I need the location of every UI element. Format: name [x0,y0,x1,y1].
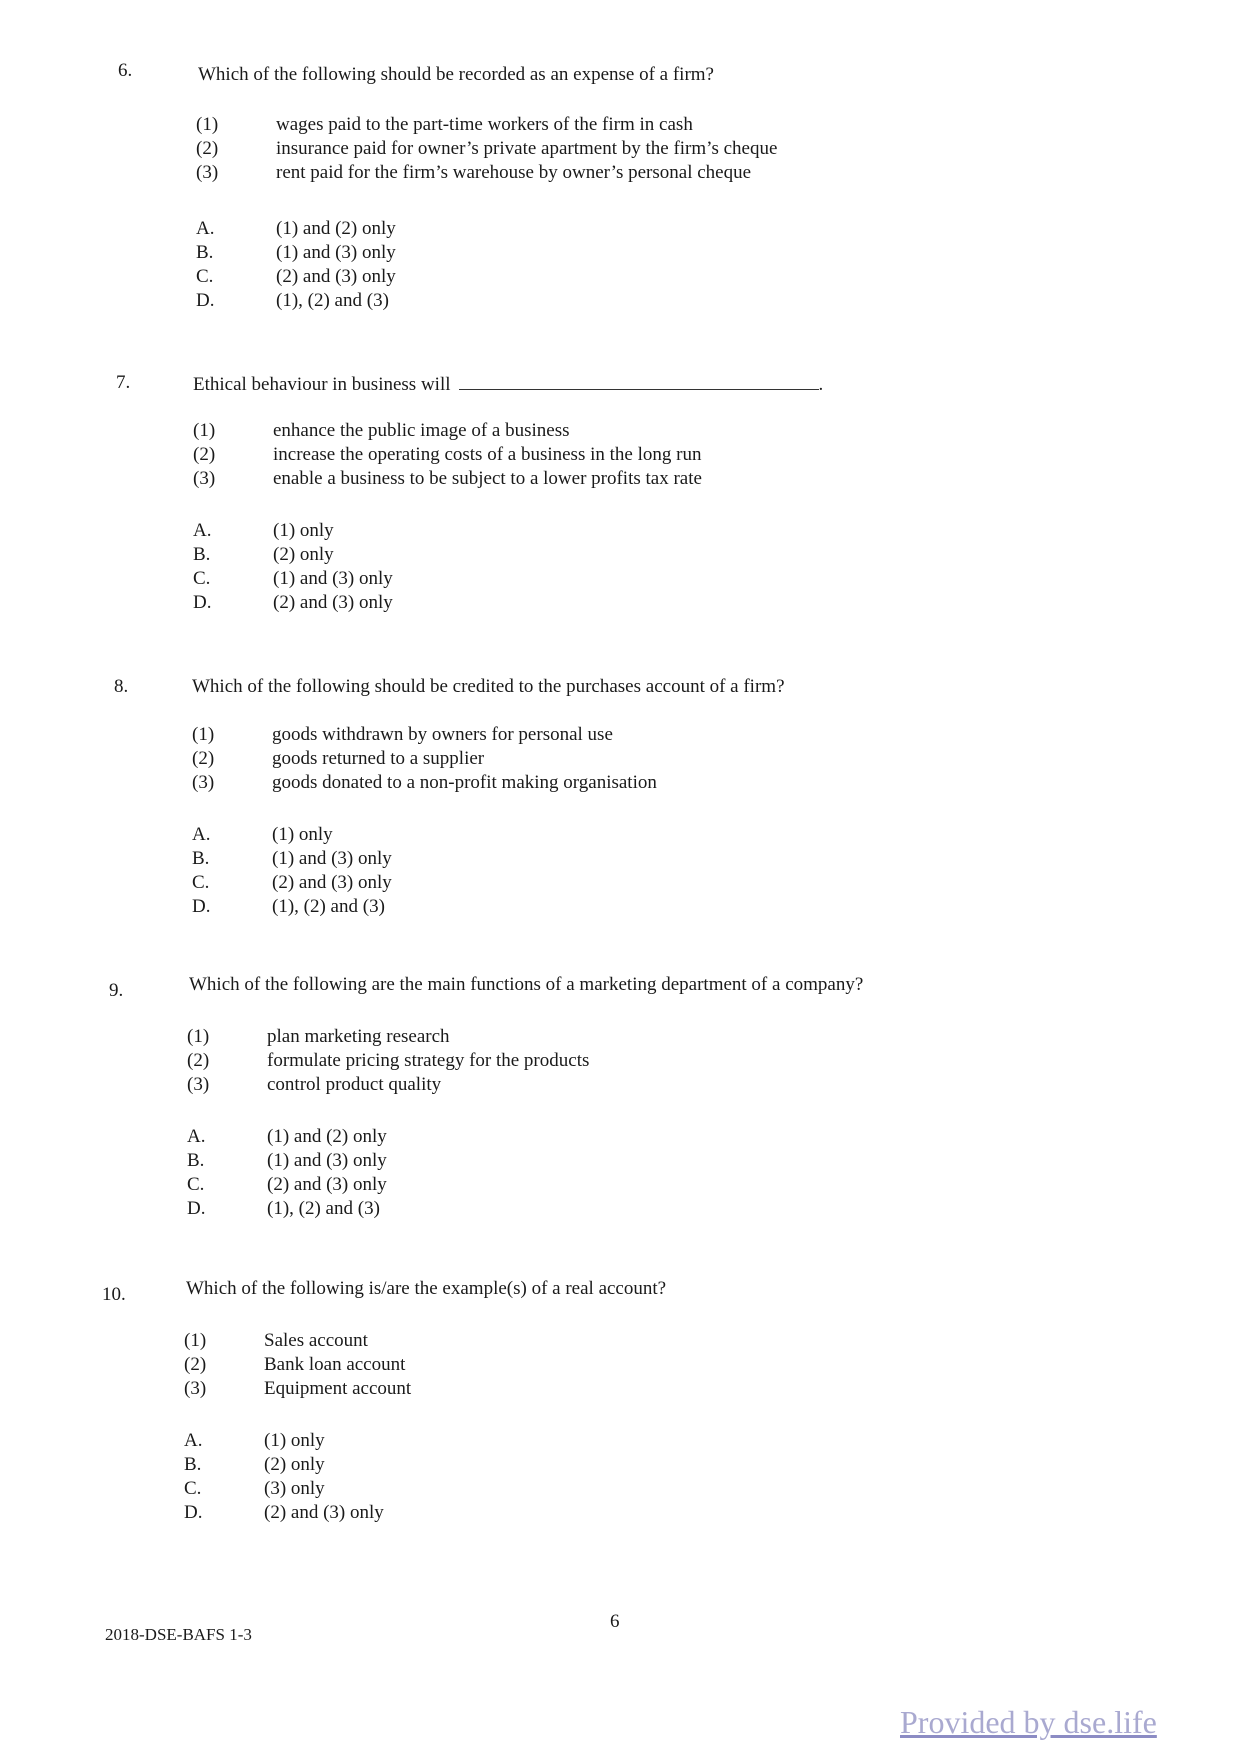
fill-in-blank-line [459,375,819,390]
option-label: D. [187,1198,206,1219]
option-text: (2) only [273,544,334,565]
option-text: (1) only [272,824,333,845]
option-text: (1), (2) and (3) [276,290,389,311]
trailing-period: . [818,374,824,395]
option-label: B. [187,1150,205,1171]
question-number: 10. [102,1284,126,1305]
option-label: A. [184,1430,203,1451]
option-text: (2) and (3) only [273,592,393,613]
statement-text: goods withdrawn by owners for personal use [272,724,613,745]
question-text: Which of the following are the main functions of a marketing department of a company? [189,974,864,995]
question-number: 7. [116,372,131,393]
option-label: D. [184,1502,203,1523]
option-label: B. [193,544,211,565]
option-label: D. [192,896,211,917]
option-label: B. [192,848,210,869]
option-text: (1), (2) and (3) [272,896,385,917]
statement-text: Sales account [264,1330,368,1351]
statement-text: enable a business to be subject to a lower profits tax rate [273,468,702,489]
statement-text: Equipment account [264,1378,412,1399]
statement-text: goods returned to a supplier [272,748,485,769]
question-text: Which of the following should be credited to the purchases account of a firm? [192,676,785,697]
statement-text: rent paid for the firm’s warehouse by owner’s personal cheque [276,162,752,183]
statement-text: increase the operating costs of a business in the long run [273,444,702,465]
statement-label: (2) [193,444,216,465]
option-label: A. [192,824,211,845]
option-text: (1) and (3) only [273,568,393,589]
watermark-link[interactable]: Provided by dse.life [900,1704,1157,1740]
question-text: Which of the following should be recorded as an expense of a firm? [198,64,714,85]
statement-label: (1) [187,1026,210,1047]
paper-code: 2018-DSE-BAFS 1-3 [105,1625,252,1644]
option-text: (1) only [264,1430,325,1451]
statement-text: goods donated to a non-profit making organisation [272,772,657,793]
option-label: D. [196,290,215,311]
option-label: A. [187,1126,206,1147]
statement-label: (3) [192,772,215,793]
option-text: (1) and (3) only [267,1150,387,1171]
question-number: 8. [114,676,129,697]
statement-text: control product quality [267,1074,442,1095]
option-label: C. [196,266,214,287]
statement-text: wages paid to the part-time workers of the firm in cash [276,114,693,135]
option-text: (2) and (3) only [276,266,396,287]
option-label: C. [192,872,210,893]
statement-label: (2) [184,1354,207,1375]
option-label: C. [187,1174,205,1195]
option-text: (1), (2) and (3) [267,1198,380,1219]
statement-text: Bank loan account [264,1354,406,1375]
page-number: 6 [610,1611,620,1632]
option-label: A. [193,520,212,541]
statement-label: (2) [196,138,219,159]
option-label: A. [196,218,215,239]
question-text [193,374,823,396]
statement-label: (3) [193,468,216,489]
option-text: (2) and (3) only [267,1174,387,1195]
option-text: (1) and (3) only [276,242,396,263]
statement-text: formulate pricing strategy for the products [267,1050,590,1071]
statement-text: enhance the public image of a business [273,420,570,441]
question-text: Which of the following is/are the example(s) of a real account? [186,1278,667,1299]
option-text: (2) and (3) only [264,1502,384,1523]
statement-label: (1) [196,114,219,135]
question-number: 9. [109,980,124,1001]
statement-label: (1) [193,420,216,441]
statement-label: (2) [187,1050,210,1071]
option-text: (2) only [264,1454,325,1475]
question-number: 6. [118,60,133,81]
option-label: C. [193,568,211,589]
statement-text: plan marketing research [267,1026,450,1047]
option-label: B. [196,242,214,263]
statement-label: (3) [187,1074,210,1095]
question-stem: Ethical behaviour in business will [193,374,451,395]
statement-label: (3) [196,162,219,183]
option-label: D. [193,592,212,613]
statement-label: (1) [192,724,215,745]
statement-text: insurance paid for owner’s private apartment by the firm’s cheque [276,138,778,159]
statement-label: (3) [184,1378,207,1399]
option-label: B. [184,1454,202,1475]
option-text: (2) and (3) only [272,872,392,893]
statement-label: (2) [192,748,215,769]
statement-label: (1) [184,1330,207,1351]
option-text: (1) and (3) only [272,848,392,869]
option-text: (1) only [273,520,334,541]
option-text: (1) and (2) only [267,1126,387,1147]
option-text: (1) and (2) only [276,218,396,239]
option-label: C. [184,1478,202,1499]
option-text: (3) only [264,1478,325,1499]
